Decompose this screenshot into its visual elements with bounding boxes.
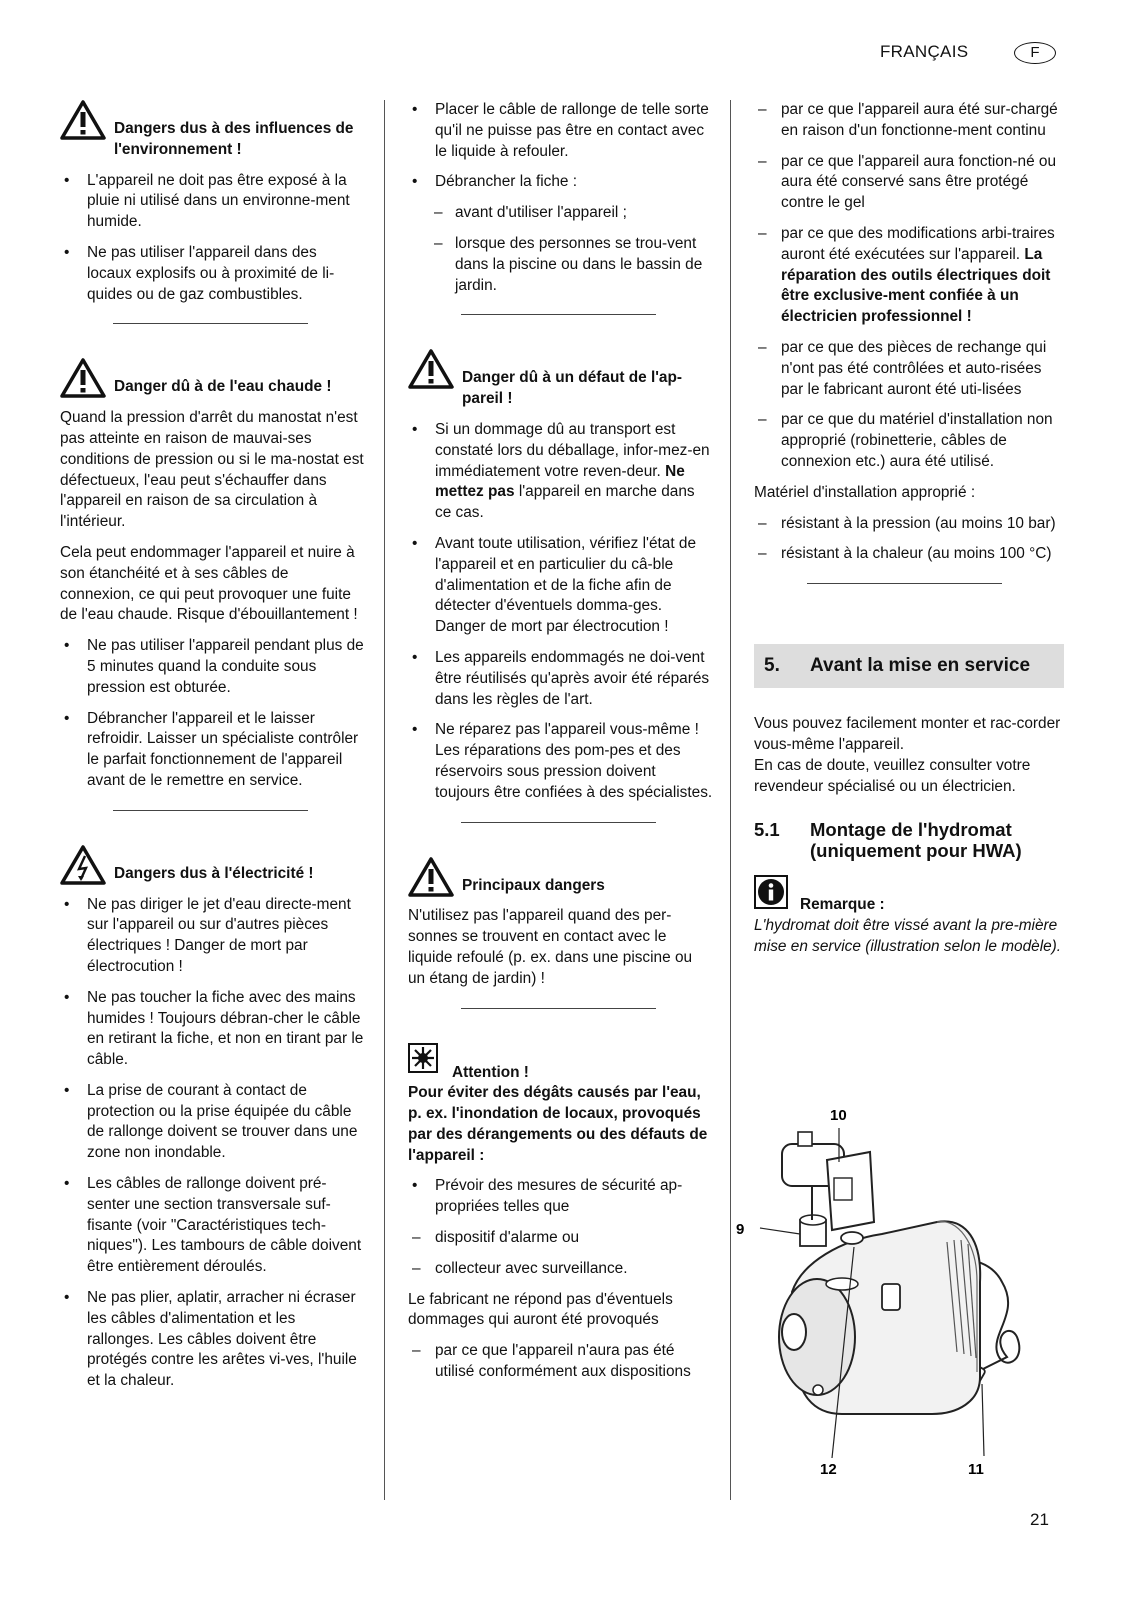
- warning-hot-water-title: Danger dû à de l'eau chaude !: [114, 378, 332, 396]
- section-5-heading: [754, 644, 1064, 688]
- warning-triangle-icon: [408, 857, 454, 897]
- hydromat-pump-illustration: [736, 1107, 1067, 1512]
- material-list: [754, 514, 1064, 566]
- column-divider-2: [730, 100, 731, 1500]
- separator: [461, 1008, 656, 1009]
- defect-item-emphasis: Ne mettez pas: [435, 462, 685, 501]
- list-item: – par ce que l'appareil n'aura pas été utilisé conformément aux dispositions: [408, 1341, 713, 1383]
- attention-title: Attention !: [452, 1063, 529, 1081]
- list-item: • Débrancher la fiche :: [408, 172, 713, 193]
- section-5-1-title: Montage de l'hydromat (uniquement pour HWA): [810, 819, 1022, 862]
- list-item: – par ce que du matériel d'installation non approprié (robinetterie, câbles de connexion etc.) aura été utilisé.: [754, 410, 1064, 472]
- column-2: [408, 100, 713, 1393]
- warning-triangle-icon: [408, 349, 454, 389]
- label-11: 11: [968, 1461, 984, 1478]
- separator: [113, 810, 308, 811]
- label-9: 9: [736, 1221, 745, 1238]
- column-1: [60, 100, 365, 1402]
- list-item: • Ne pas toucher la fiche avec des mains humides ! Toujours débran-cher le câble en retirant la fiche, et non en tirant par le câble.: [60, 988, 365, 1071]
- list-item: – résistant à la pression (au moins 10 bar): [754, 514, 1064, 535]
- separator: [113, 323, 308, 324]
- list-item: • Les câbles de rallonge doivent pré-senter une section transversale suf-fisante (voir "Caractéristiques tech-niques"). Les tambours de câble doivent être entièrement déroulés.: [60, 1174, 365, 1278]
- list-item: • Débrancher l'appareil et le laisser refroidir. Laisser un spécialiste contrôler le parfait fonctionnement de l'appareil avant de le remettre en service.: [60, 709, 365, 792]
- list-item: • Prévoir des mesures de sécurité ap-propriées telles que: [408, 1176, 713, 1218]
- attention-bold-text: Pour éviter des dégâts causés par l'eau, p. ex. l'inondation de locaux, provoqués par des dérangements ou des défauts de l'appareil :: [408, 1084, 708, 1164]
- list-item: – par ce que l'appareil aura été sur-chargé en raison d'un fonctionne-ment continu: [754, 100, 1064, 142]
- warning-triangle-icon: [60, 100, 106, 140]
- column-3: [754, 100, 1064, 968]
- section-5-title: Avant la mise en service: [810, 655, 1031, 677]
- list-item: – collecteur avec surveillance.: [408, 1259, 713, 1280]
- list-item: – dispositif d'alarme ou: [408, 1228, 713, 1249]
- list-item: – par ce que des pièces de rechange qui n'ont pas été contrôlées et auto-risées par le fabricant auront été uti-lisées: [754, 338, 1064, 400]
- hot-water-list: [60, 636, 365, 792]
- label-10: 10: [830, 1107, 847, 1124]
- list-item: • Ne pas utiliser l'appareil dans des locaux explosifs ou à proximité de li-quides ou de gaz combustibles.: [60, 243, 365, 305]
- separator: [461, 822, 656, 823]
- environment-list: [60, 171, 365, 306]
- warning-main-dangers: [408, 857, 713, 897]
- warning-triangle-icon: [60, 358, 106, 398]
- note-title: Remarque :: [800, 896, 885, 914]
- list-item: • Les appareils endommagés ne doi-vent être réutilisés qu'après avoir été réparés dans les règles de l'art.: [408, 648, 713, 710]
- electric-hazard-icon: [60, 845, 106, 885]
- separator: [807, 583, 1002, 584]
- defect-list: [408, 420, 713, 804]
- list-item: • Ne pas plier, aplatir, arracher ni écraser les câbles d'alimentation et les rallonges. Les câbles doivent être protégés contre les arêtes vi-ves, l'huile et la chaleur.: [60, 1288, 365, 1392]
- section-5-1-number: 5.1: [754, 819, 780, 841]
- warning-electricity-title: Dangers dus à l'électricité !: [114, 864, 314, 882]
- list-item: – lorsque des personnes se trou-vent dans la piscine ou dans le bassin de jardin.: [408, 234, 713, 296]
- warning-main-dangers-title: Principaux dangers: [462, 876, 605, 894]
- repair-notice: La réparation des outils électriques doit être exclusive-ment confiée à un électricien professionnel !: [781, 245, 1051, 326]
- note-block: [754, 875, 1064, 916]
- hose-fitting: [841, 1232, 863, 1244]
- warning-environment-title: Dangers dus à des influences de l'environnement !: [114, 120, 354, 158]
- list-item: • Ne pas diriger le jet d'eau directe-ment sur l'appareil ou sur d'autres pièces électriques ! Danger de mort par électrocution !: [60, 895, 365, 978]
- defect-item-text-end: l'appareil en marche dans ce cas.: [435, 483, 695, 522]
- list-item: [754, 224, 1064, 328]
- list-item: [408, 420, 713, 524]
- warning-defect-title: Danger dû à un défaut de l'ap-pareil !: [462, 369, 683, 408]
- list-item: • Ne réparez pas l'appareil vous-même ! Les réparations des pom-pes et des réservoirs sous pression doivent toujours être confiées à des spécialistes.: [408, 720, 713, 803]
- list-item: • Ne pas utiliser l'appareil pendant plus de 5 minutes quand la conduite sous pression est obturée.: [60, 636, 365, 698]
- list-item: • L'appareil ne doit pas être exposé à la pluie ni utilisé dans un environne-ment humide.: [60, 171, 365, 233]
- page-number: 21: [1030, 1510, 1049, 1529]
- pump-switch: [882, 1284, 900, 1310]
- warning-defect: [408, 349, 713, 410]
- list-item: • Avant toute utilisation, vérifiez l'état de l'appareil et en particulier du câ-ble d'alimentation et de la fiche afin de détecter d'éventuels domma-ges. Danger de mort par électrocution !: [408, 534, 713, 638]
- language-badge: F: [1014, 42, 1056, 64]
- electricity-list: [60, 895, 365, 1393]
- attention-block: [408, 1043, 713, 1084]
- separator: [461, 314, 656, 315]
- list-item: – résistant à la chaleur (au moins 100 °C): [754, 544, 1064, 565]
- hot-water-paragraph-2: Cela peut endommager l'appareil et nuire à son étanchéité et à ses câbles de connexion, ce qui peut provoquer une fuite de l'eau chaude. Risque d'ébouillantement !: [60, 543, 358, 624]
- column-divider-1: [384, 100, 385, 1500]
- warning-electricity: [60, 845, 365, 885]
- section-5-paragraph-2: En cas de doute, veuillez consulter votre revendeur spécialisé ou un électricien.: [754, 756, 1031, 795]
- list-item: – avant d'utiliser l'appareil ;: [408, 203, 713, 224]
- section-5-1-heading: [754, 819, 1064, 861]
- list-item: • Placer le câble de rallonge de telle sorte qu'il ne puisse pas être en contact avec le liquide à refouler.: [408, 100, 713, 162]
- label-12: 12: [820, 1461, 837, 1478]
- list-item: • La prise de courant à contact de protection ou la prise équipée du câble de rallonge doivent se trouver dans une zone non inondable.: [60, 1081, 365, 1164]
- list-item: – par ce que l'appareil aura fonction-né ou aura été conservé sans être protégé contre le gel: [754, 152, 1064, 214]
- hot-water-paragraph-1: Quand la pression d'arrêt du manostat n'est pas atteinte en raison de mauvai-ses conditions de pression ou si le ma-nostat est défectueux, l'eau peut s'échauffer dans l'appareil en raison de sa circulation à l'intérieur.: [60, 409, 364, 531]
- liability-list: [754, 100, 1064, 473]
- manufacturer-list: [408, 1341, 713, 1383]
- section-5-number: 5.: [764, 655, 780, 677]
- note-text: L'hydromat doit être vissé avant la pre-mière mise en service (illustration selon le modèle).: [754, 917, 1062, 955]
- drain-screw: [813, 1385, 823, 1395]
- info-icon: [754, 875, 788, 909]
- manufacturer-text: Le fabricant ne répond pas d'éventuels dommages qui auront été provoqués: [408, 1290, 673, 1329]
- section-5-paragraph-1: Vous pouvez facilement monter et rac-corder vous-même l'appareil.: [754, 715, 1061, 753]
- header-language: FRANÇAIS: [880, 42, 969, 61]
- modification-text: par ce que des modifications arbi-traires auront été exécutées sur l'appareil.: [781, 224, 1055, 263]
- defect-item-text: Si un dommage dû au transport est constaté lors du déballage, infor-mez-en immédiatement votre reven-deur.: [435, 420, 710, 480]
- material-title: Matériel d'installation approprié :: [754, 483, 976, 501]
- attention-icon: [408, 1043, 438, 1073]
- warning-environment: [60, 100, 365, 161]
- main-dangers-text: N'utilisez pas l'appareil quand des per-sonnes se trouvent en contact avec le liquide refoulé (p. ex. dans une piscine ou un étang de jardin) !: [408, 907, 693, 987]
- warning-hot-water: [60, 358, 365, 398]
- cable-list: [408, 100, 713, 296]
- outlet-port: [782, 1314, 806, 1350]
- attention-list: [408, 1176, 713, 1279]
